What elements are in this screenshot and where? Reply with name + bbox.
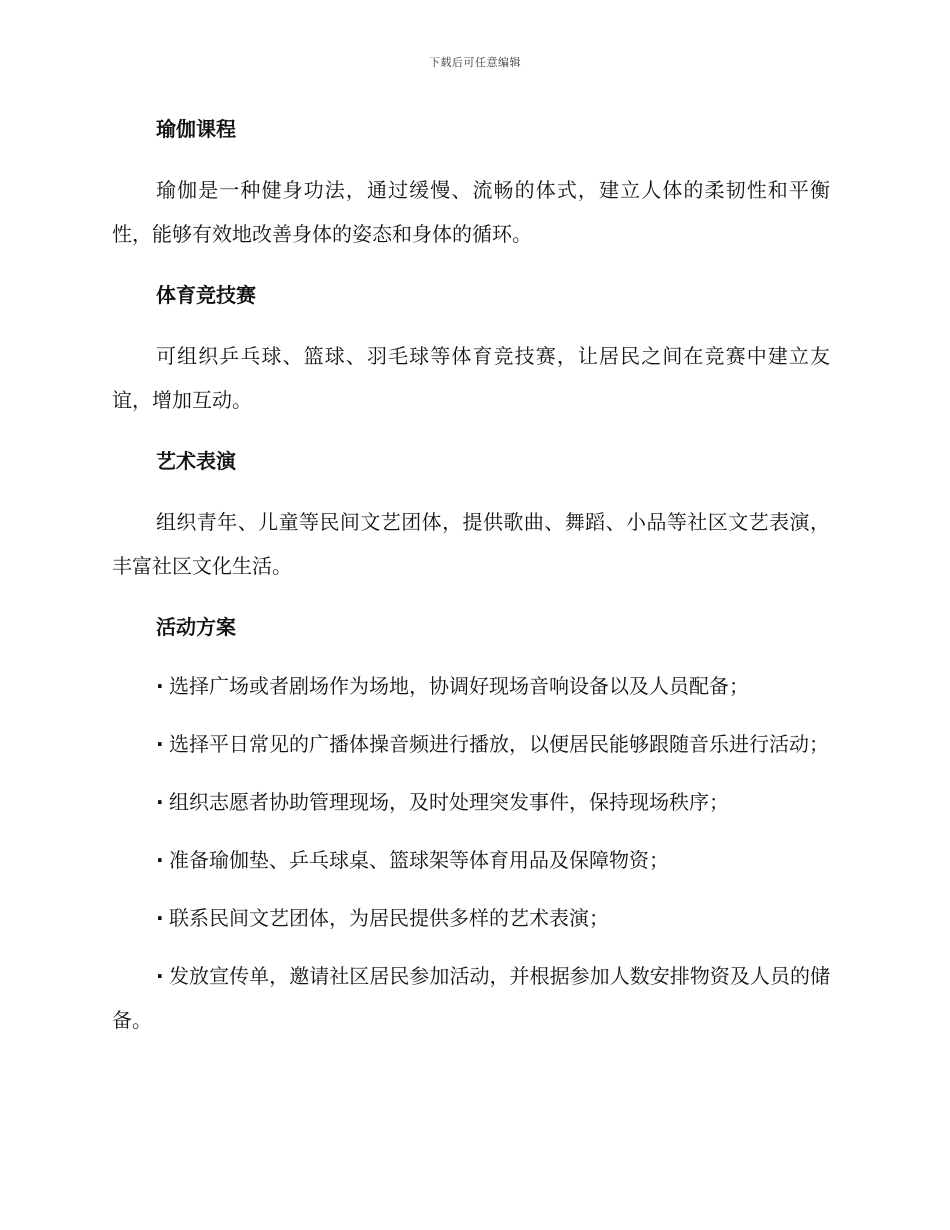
list-item-text: 发放宣传单，邀请社区居民参加活动，并根据参加人数安排物资及人员的储备。 — [112, 964, 830, 1032]
plan-list — [112, 664, 830, 1042]
list-item-text: 选择广场或者剧场作为场地，协调好现场音响设备以及人员配备； — [169, 674, 749, 698]
bullet-dot: · — [156, 964, 164, 988]
bullet-dot: · — [156, 790, 164, 814]
list-item — [112, 722, 830, 766]
bullet-dot: · — [156, 848, 164, 872]
section-body-sports: 可组织乒乓球、篮球、羽毛球等体育竞技赛，让居民之间在竞赛中建立友谊，增加互动。 — [112, 344, 830, 412]
list-item — [112, 664, 830, 708]
section-body-art: 组织青年、儿童等民间文艺团体，提供歌曲、舞蹈、小品等社区文艺表演，丰富社区文化生活。 — [112, 510, 830, 578]
header-note: 下载后可任意编辑 — [429, 56, 521, 69]
section-title-yoga: 瑜伽课程 — [156, 117, 236, 141]
list-item-text: 组织志愿者协助管理现场，及时处理突发事件，保持现场秩序； — [169, 790, 729, 814]
list-item-text: 联系民间文艺团体，为居民提供多样的艺术表演； — [169, 906, 609, 930]
bullet-dot: · — [156, 732, 164, 756]
bullet-dot: · — [156, 906, 164, 930]
list-item-text: 准备瑜伽垫、乒乓球桌、篮球架等体育用品及保障物资； — [169, 848, 669, 872]
section-title-plan: 活动方案 — [156, 615, 236, 639]
list-item — [112, 954, 830, 1042]
list-item — [112, 838, 830, 882]
document-body — [112, 112, 830, 1042]
section-body-yoga: 瑜伽是一种健身功法，通过缓慢、流畅的体式，建立人体的柔韧性和平衡性，能够有效地改善身体的姿态和身体的循环。 — [112, 178, 830, 246]
section-title-sports: 体育竞技赛 — [156, 283, 256, 307]
list-item — [112, 780, 830, 824]
section-title-art: 艺术表演 — [156, 449, 236, 473]
list-item — [112, 896, 830, 940]
list-item-text: 选择平日常见的广播体操音频进行播放，以便居民能够跟随音乐进行活动； — [169, 732, 829, 756]
bullet-dot: · — [156, 674, 164, 698]
